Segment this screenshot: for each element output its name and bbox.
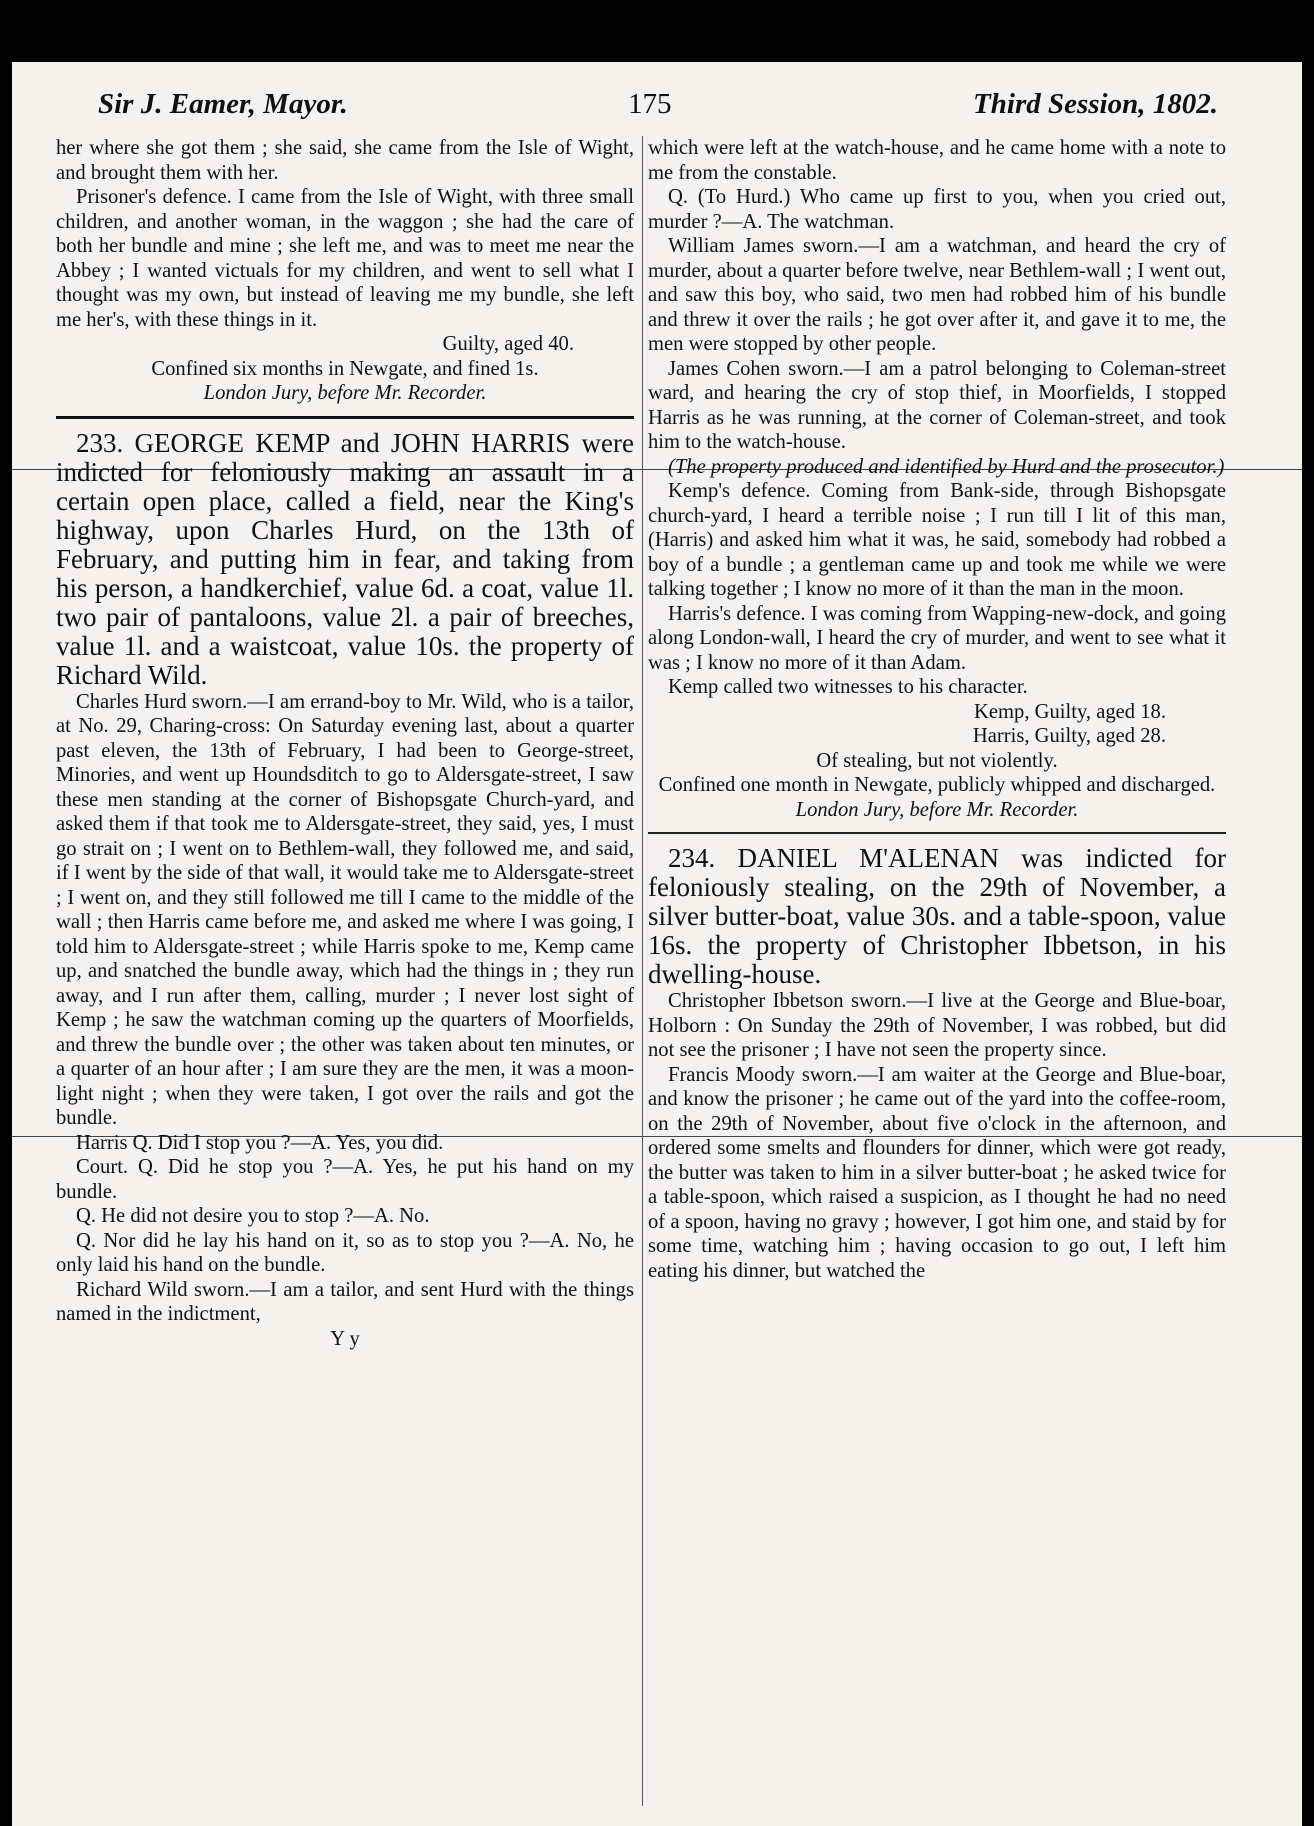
prisoner-defence: Prisoner's defence. I came from the Isle of Wight, with three small children, and another woman, in the waggon ; she had the care of both her bundle and mine ; she left me, and was to meet me near the Abbey ; I wanted victuals for my children, and went to sell what I thought was my own, but instead of leaving me my bundle, she left me her's, with these things in it. bbox=[56, 186, 634, 331]
section-rule bbox=[56, 416, 634, 419]
testimony: Christopher Ibbetson sworn.—I live at the George and Blue-boar, Holborn : On Sunday the 29th of November, I was robbed, but did not see the prisoner ; I have not seen the property since. bbox=[648, 990, 1226, 1061]
document-page bbox=[12, 62, 1302, 1826]
case-title: 234. DANIEL M'ALENAN was indicted for feloniously stealing, on the 29th of November, a silver butter-boat, value 30s. and a table-spoon, value 16s. the property of Christopher Ibbetson, in his dwelling-house. bbox=[648, 843, 1226, 989]
jury-note: London Jury, before Mr. Recorder. bbox=[795, 798, 1079, 821]
verdict: Kemp, Guilty, aged 18. bbox=[974, 700, 1166, 723]
verdict: Harris, Guilty, aged 28. bbox=[972, 725, 1166, 747]
testimony: James Cohen sworn.—I am a patrol belonging to Coleman-street ward, and hearing the cry of stop thief, in Moorfields, I stopped Harris as he was running, at the corner of Coleman-street, and took him to the watch-house. bbox=[648, 357, 1226, 453]
question: Q. (To Hurd.) Who came up first to you, when you cried out, murder ?—A. The watchman. bbox=[648, 186, 1226, 233]
defence: Kemp's defence. Coming from Bank-side, through Bishopsgate church-yard, I heard a terrible noise ; I run till I lit of this man, (Harris) and asked him what it was, he said, somebody had robbed a boy of a bundle ; a gentleman came up and took me while we were talking together ; I know no more of it than the man in the moon. bbox=[648, 480, 1226, 600]
column-divider bbox=[642, 136, 643, 1806]
question: Harris Q. Did I stop you ?—A. Yes, you did. bbox=[76, 1131, 444, 1154]
running-header bbox=[98, 88, 1218, 128]
court-note: (The property produced and identified by Hurd and the prosecutor.) bbox=[668, 455, 1225, 478]
question: Q. Nor did he lay his hand on it, so as to stop you ?—A. No, he only laid his hand on the bundle. bbox=[56, 1229, 634, 1276]
signature-mark: Y y bbox=[330, 1327, 360, 1350]
testimony: Richard Wild sworn.—I am a tailor, and sent Hurd with the things named in the indictment, bbox=[56, 1278, 634, 1325]
left-column bbox=[56, 136, 634, 1351]
testimony: William James sworn.—I am a watchman, and heard the cry of murder, about a quarter before twelve, near Bethlem-wall ; I went out, and saw this boy, who said, two men had robbed him of his bundle and threw it over the rails ; he got over after it, and gave it to me, the men were stopped by other people. bbox=[648, 235, 1226, 355]
question: Q. He did not desire you to stop ?—A. No. bbox=[76, 1205, 430, 1227]
jury-note: London Jury, before Mr. Recorder. bbox=[203, 382, 487, 404]
question: Court. Q. Did he stop you ?—A. Yes, he put his hand on my bundle. bbox=[56, 1156, 634, 1203]
defence: Harris's defence. I was coming from Wapping-new-dock, and going along London-wall, I heard the cry of murder, and went to see what it was ; I know no more of it than Adam. bbox=[648, 602, 1226, 674]
page-number: 175 bbox=[628, 88, 672, 120]
header-left: Sir J. Eamer, Mayor. bbox=[98, 88, 348, 120]
testimony: Francis Moody sworn.—I am waiter at the George and Blue-boar, and know the prisoner ; he came out of the yard into the coffee-room, on the 29th of November, about five o'clock in the afternoon, and ordered some smelts and flounders for dinner, which were got ready, the butter was taken to him in a silver butter-boat ; he asked twice for a table-spoon, which raised a suspicion, as I thought he had no need of a spoon, having no gravy ; however, I got him one, and staid by for some time, watching him ; having occasion to go out, I left him eating his dinner, but watched the bbox=[648, 1063, 1226, 1282]
verdict-note: Of stealing, but not violently. bbox=[816, 749, 1058, 772]
paragraph: her where she got them ; she said, she came from the Isle of Wight, and brought them with her. bbox=[56, 137, 634, 184]
header-right: Third Session, 1802. bbox=[973, 88, 1218, 120]
sentence: Confined six months in Newgate, and fined 1s. bbox=[151, 357, 539, 380]
right-column bbox=[648, 136, 1226, 1283]
case-title: 233. GEORGE KEMP and JOHN HARRIS were indicted for feloniously making an assault in a certain open place, called a field, near the King's highway, upon Charles Hurd, on the 13th of February, and putting him in fear, and taking from his person, a handkerchief, value 6d. a coat, value 1l. two pair of pantaloons, value 2l. a pair of breeches, value 1l. and a waistcoat, value 10s. the property of Richard Wild. bbox=[56, 427, 634, 690]
character-witnesses: Kemp called two witnesses to his character. bbox=[668, 676, 1028, 698]
verdict: Guilty, aged 40. bbox=[442, 333, 574, 355]
paragraph: which were left at the watch-house, and he came home with a note to me from the constable. bbox=[648, 137, 1226, 184]
section-rule bbox=[648, 832, 1226, 834]
testimony: Charles Hurd sworn.—I am errand-boy to Mr. Wild, who is a tailor, at No. 29, Charing-cross: On Saturday evening last, about a quarter past eleven, the 13th of February, I had been to George-street, Minories, and went up Houndsditch to go to Aldersgate-street, I saw these men standing at the corner of Bishopsgate Church-yard, and asked them if that took me to Aldersgate-street, they said, yes, I must go strait on ; I went on to Bethlem-wall, they followed me, and said, if I went by the side of that wall, it would take me to Aldersgate-street ; I went on, and they still followed me till I came to the middle of the wall ; then Harris came before me, and asked me where I was going, I told him to Aldersgate-street ; while Harris spoke to me, Kemp came up, and snatched the bundle away, which had the things in ; they run away, and I run after them, calling, murder ; I never lost sight of Kemp ; he saw the watchman coming up the quarters of Moorfields, and threw the bundle over ; the other was taken about ten minutes, or a quarter of an hour after ; I am sure they are the men, it was a moon-light night ; when they were taken, I got over the rails and got the bundle. bbox=[56, 690, 634, 1129]
sentence: Confined one month in Newgate, publicly whipped and discharged. bbox=[658, 774, 1216, 796]
